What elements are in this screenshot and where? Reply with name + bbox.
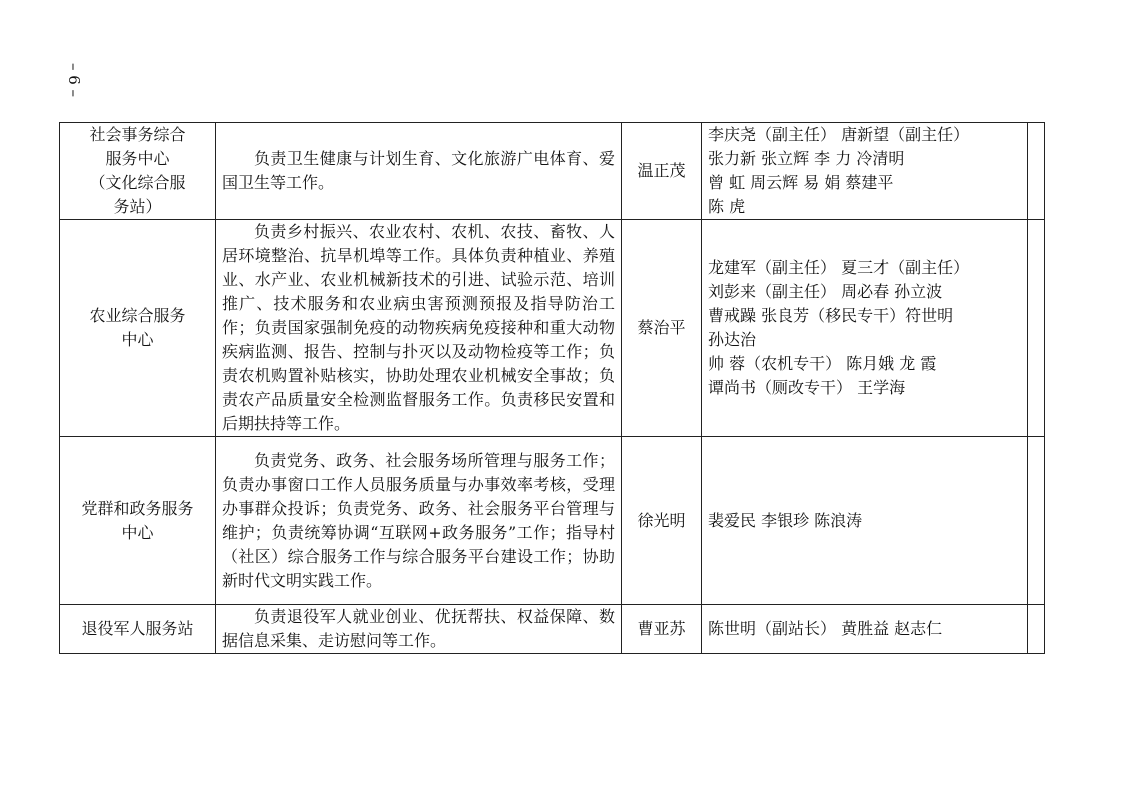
leader-cell: 温正茂 <box>622 123 702 220</box>
department-line: 服务中心 <box>105 149 170 168</box>
member-line: 帅 蓉（农机专干） 陈月娥 龙 霞 <box>708 354 937 373</box>
duties-cell: 负责乡村振兴、农业农村、农机、农技、畜牧、人居环境整治、抗旱机埠等工作。具体负责种植业、养殖业、水产业、农业机械新技术的引进、试验示范、培训推广、技术服务和农业病虫害预测预报及指导防治工作；负责国家强制免疫的动物疾病免疫接种和重大动物疾病监测、报告、控制与扑灭以及动物检疫等工作；负责农机购置补贴核实，协助处理农业机械安全事故；负责农产品质量安全检测监督服务工作。负责移民安置和后期扶持等工作。 <box>216 220 622 437</box>
member-line: 刘彭来（副主任） 周必春 孙立波 <box>708 282 943 301</box>
member-line: 裴爱民 李银珍 陈浪涛 <box>708 510 863 530</box>
department-line: 中心 <box>121 330 154 349</box>
members-cell <box>702 605 1028 654</box>
members-cell <box>702 437 1028 605</box>
duties-cell: 负责卫生健康与计划生育、文化旅游广电体育、爱国卫生等工作。 <box>216 123 622 220</box>
member-line: 陈 虎 <box>708 197 746 216</box>
leader-cell: 徐光明 <box>622 437 702 605</box>
table-row <box>60 605 1045 654</box>
department-line: 退役军人服务站 <box>81 619 194 638</box>
members-cell <box>702 220 1028 437</box>
department-cell <box>60 220 216 437</box>
note-cell <box>1028 123 1045 220</box>
department-line: 务站） <box>113 197 162 216</box>
member-line: 龙建军（副主任） 夏三才（副主任） <box>708 258 970 277</box>
table-row <box>60 220 1045 437</box>
page-number: – 6 – <box>65 62 83 98</box>
department-line: 农业综合服务 <box>89 306 186 325</box>
duty-table <box>59 122 1045 654</box>
table-row <box>60 437 1045 605</box>
member-line: 孙达治 <box>708 330 757 349</box>
member-line: 张力新 张立辉 李 力 冷清明 <box>708 149 905 168</box>
member-line: 李庆尧（副主任） 唐新望（副主任） <box>708 125 970 144</box>
department-line: 社会事务综合 <box>89 125 186 144</box>
department-cell <box>60 605 216 654</box>
department-cell <box>60 437 216 605</box>
duties-cell: 负责党务、政务、社会服务场所管理与服务工作；负责办事窗口工作人员服务质量与办事效率考核，受理办事群众投诉；负责党务、政务、社会服务平台管理与维护；负责统筹协调“互联网+政务服务”工作；指导村（社区）综合服务工作与综合服务平台建设工作；协助新时代文明实践工作。 <box>216 437 622 605</box>
members-cell <box>702 123 1028 220</box>
leader-cell: 曹亚苏 <box>622 605 702 654</box>
member-line: 曾 虹 周云辉 易 娟 蔡建平 <box>708 173 894 192</box>
duties-cell: 负责退役军人就业创业、优抚帮扶、权益保障、数据信息采集、走访慰问等工作。 <box>216 605 622 654</box>
department-cell <box>60 123 216 220</box>
table-row <box>60 123 1045 220</box>
member-line: 陈世明（副站长） 黄胜益 赵志仁 <box>708 619 943 638</box>
member-line: 谭尚书（厕改专干） 王学海 <box>708 378 906 397</box>
department-line: 中心 <box>121 522 154 542</box>
department-line: 党群和政务服务 <box>81 498 194 518</box>
member-line: 曹戒躁 张良芳（移民专干）符世明 <box>708 306 954 325</box>
note-cell <box>1028 220 1045 437</box>
leader-cell: 蔡治平 <box>622 220 702 437</box>
note-cell <box>1028 437 1045 605</box>
department-line: （文化综合服 <box>89 173 186 192</box>
note-cell <box>1028 605 1045 654</box>
